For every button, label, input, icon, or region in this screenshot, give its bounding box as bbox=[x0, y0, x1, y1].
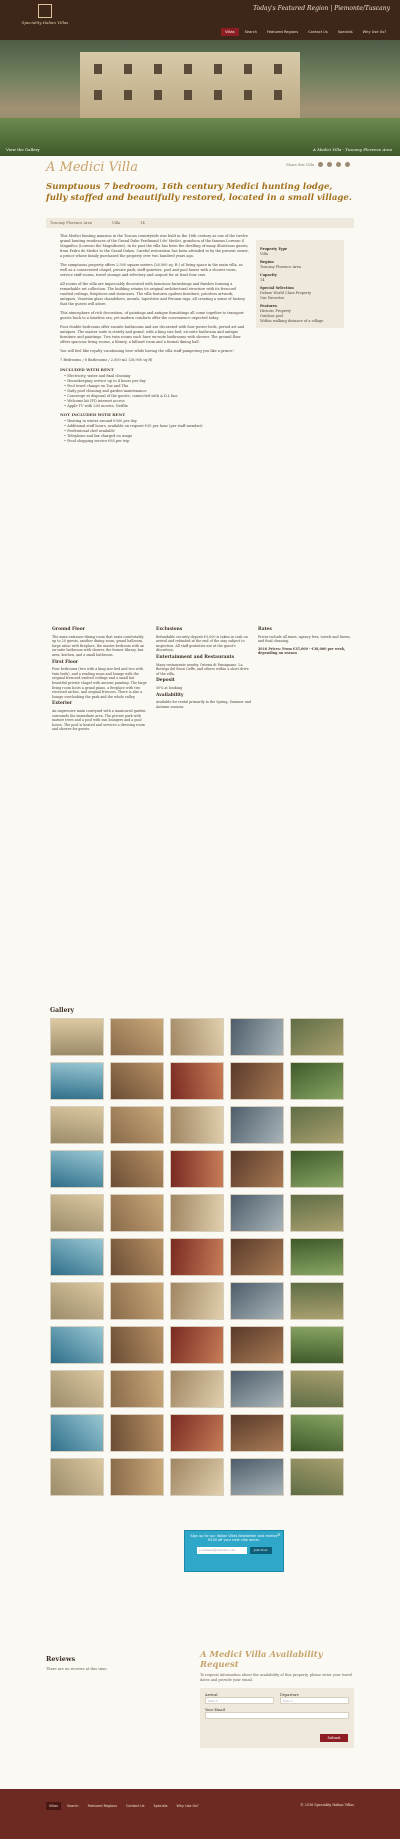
room-summary: 7 Bedrooms / 8 Bathrooms / 2,500 m2 (26,900 sq ft) bbox=[60, 358, 153, 362]
gallery-thumbnail[interactable] bbox=[110, 1106, 164, 1144]
availability-request-desc: To request information about the availability of this property, please enter your travel dates and provide your email. bbox=[200, 1673, 353, 1682]
exterior-title: Exterior bbox=[52, 701, 73, 707]
not-included-title: NOT INCLUDED WITH RENT bbox=[60, 412, 126, 417]
reviews-title: Reviews bbox=[46, 1655, 76, 1663]
list-item: • Concierge at disposal of the guests, connected with A.D.L line bbox=[64, 394, 250, 399]
gallery-thumbnail[interactable] bbox=[290, 1062, 344, 1100]
property-type-label: Property Type bbox=[260, 247, 288, 251]
gallery-thumbnail[interactable] bbox=[290, 1238, 344, 1276]
gallery-thumbnail[interactable] bbox=[50, 1238, 104, 1276]
gallery-thumbnail[interactable] bbox=[230, 1150, 284, 1188]
availability-form bbox=[200, 1688, 354, 1748]
description-paragraph: You will feel like royalty vacationing here while having the villa staff pampering you like a prince! bbox=[60, 349, 234, 353]
gallery-thumbnail[interactable] bbox=[230, 1106, 284, 1144]
rates-text: Prices include all taxes, agency fees, towels and linens, and final cleaning. bbox=[258, 634, 351, 644]
gallery-thumbnail[interactable] bbox=[170, 1238, 224, 1276]
gallery-thumbnail[interactable] bbox=[110, 1062, 164, 1100]
ground-floor-title: Ground Floor bbox=[52, 627, 85, 632]
features-label: Features bbox=[260, 304, 277, 308]
list-item: • Housekeeping service up to 4 hours per day bbox=[64, 379, 250, 384]
popup-form bbox=[188, 1547, 280, 1554]
availability-title: Availability bbox=[156, 692, 184, 698]
list-item: • Electricity, water and final cleaning bbox=[64, 374, 250, 379]
gallery-thumbnail[interactable] bbox=[230, 1238, 284, 1276]
first-floor-title: First Floor bbox=[52, 659, 79, 665]
list-item: • Telephone and fax charged on usage bbox=[64, 434, 250, 439]
villa-subtitle: Sumptuous 7 bedroom, 16th century Medici hunting lodge, fully staffed and beautifully restored, located in a small village. bbox=[46, 182, 352, 203]
villa-description bbox=[60, 234, 250, 444]
gallery-thumbnail[interactable] bbox=[170, 1458, 224, 1496]
nav-search[interactable]: Search bbox=[244, 30, 257, 34]
region-label: Region bbox=[260, 260, 274, 264]
gallery-thumbnail[interactable] bbox=[50, 1018, 104, 1056]
gallery-thumbnail[interactable] bbox=[110, 1282, 164, 1320]
gallery-thumbnail[interactable] bbox=[170, 1106, 224, 1144]
region-value[interactable]: Tuscany Florence Area bbox=[260, 265, 301, 269]
availability-request-section bbox=[200, 1650, 354, 1748]
gallery-thumbnail[interactable] bbox=[290, 1194, 344, 1232]
gallery-thumbnail[interactable] bbox=[110, 1458, 164, 1496]
entertainment-title: Entertainment and Restaurants bbox=[156, 654, 235, 660]
gallery-thumbnail[interactable] bbox=[170, 1326, 224, 1364]
availability-request-title: A Medici Villa Availability Request bbox=[200, 1650, 323, 1670]
exclusions-text: Refundable security deposit €3,000 is taken in cash on arrival and refunded at the end of the stay subject to inspection. All staff gratuities are at the guest's discretion. bbox=[156, 634, 248, 653]
gallery-thumbnail[interactable] bbox=[170, 1150, 224, 1188]
gallery-thumbnail[interactable] bbox=[50, 1106, 104, 1144]
exterior-text: An impressive main courtyard with a manicured garden surrounds the immediate area. The private park with mature trees and a pool with sun loungers and a pool house. The pool is heated and services a dressing room and shower for guests. bbox=[52, 708, 146, 732]
logo-text: Speciality Italian Villas bbox=[21, 20, 69, 25]
gallery-thumbnail[interactable] bbox=[50, 1150, 104, 1188]
first-floor-text: Four bedrooms (two with a king size bed and two with twin beds), and a reading room and lounge with the original frescoed vaulted ceilings and a small but beautiful private chapel with ancient painting. The large living room hosts a grand piano, a fireplace with two recessed niches, and original frescoes. There is also a lounge overlooking the park and the whole valley. bbox=[52, 667, 147, 699]
included-list bbox=[60, 374, 250, 409]
gallery-thumbnail[interactable] bbox=[50, 1282, 104, 1320]
gallery-thumbnail[interactable] bbox=[290, 1326, 344, 1364]
special-selection-item[interactable]: Deluxe World Class Property bbox=[260, 291, 312, 295]
description-paragraph: The sumptuous property offers 2,500 square meters (26,900 sq. ft.) of living space in the main villa, as well as a consecrated chapel, private park, staff quarters, pool and pool house with a shower room, service staff rooms, travel storage and refectory and carport for at least four cars. bbox=[60, 263, 243, 277]
list-item: • Welcome kit (FI) internet access bbox=[64, 399, 250, 404]
gallery-thumbnail[interactable] bbox=[290, 1282, 344, 1320]
availability-text: Available for rental primarily in the Spring, Summer and Autumn seasons. bbox=[156, 700, 252, 709]
gallery-thumbnail[interactable] bbox=[110, 1238, 164, 1276]
list-item: • Heating in winter around €300 per day bbox=[64, 419, 250, 424]
gallery-grid bbox=[50, 1018, 350, 1496]
gallery-thumbnail[interactable] bbox=[170, 1062, 224, 1100]
twitter-icon[interactable] bbox=[318, 162, 323, 167]
villa-meta-bar bbox=[46, 218, 354, 228]
gallery-thumbnail[interactable] bbox=[230, 1326, 284, 1364]
copyright: © 2016 Speciality Italian Villas bbox=[300, 1803, 354, 1807]
gallery-thumbnail[interactable] bbox=[170, 1370, 224, 1408]
extras-column bbox=[156, 625, 252, 712]
gallery-thumbnail[interactable] bbox=[230, 1370, 284, 1408]
deposit-text: 50% at booking bbox=[156, 685, 183, 690]
main-nav bbox=[221, 28, 390, 36]
gallery-thumbnail[interactable] bbox=[50, 1414, 104, 1452]
special-selection-label: Special Selection bbox=[260, 286, 294, 290]
villa-facade bbox=[80, 52, 300, 122]
meta-capacity: 14 bbox=[140, 221, 145, 225]
popup-text: Sign up for our Italian Villas Newsletter and receive €200 off your next villa rental. bbox=[190, 1534, 278, 1543]
meta-type: Villa bbox=[112, 221, 121, 225]
top-bar bbox=[0, 0, 400, 40]
villa-title: A Medici Villa bbox=[46, 160, 138, 175]
nav-villas[interactable]: Villas bbox=[221, 28, 238, 36]
gallery-thumbnail[interactable] bbox=[50, 1194, 104, 1232]
crest-icon bbox=[38, 4, 52, 18]
list-item: • Daily pool cleaning and garden maintenance bbox=[64, 389, 250, 394]
gallery-thumbnail[interactable] bbox=[170, 1414, 224, 1452]
facebook-icon[interactable] bbox=[327, 162, 332, 167]
footer-nav-featured-regions[interactable]: Featured Regions bbox=[87, 1804, 117, 1808]
footer-nav-specials[interactable]: Specials bbox=[153, 1804, 168, 1808]
ground-floor-text: The main entrance-dining room that seats comfortably up to 20 guests, another dining room, grand ballroom, large salon with fireplace, the master-bedroom with an en-suite bathroom with shower, the former library, bar area, kitchen, and a small bathroom. bbox=[52, 634, 145, 657]
gallery-thumbnail[interactable] bbox=[290, 1018, 344, 1056]
departure-label: Departure bbox=[280, 1692, 299, 1697]
gallery-thumbnail[interactable] bbox=[290, 1150, 344, 1188]
description-paragraph: This atmosphere of rich decoration, of paintings and antique furnishings all come together to transport guests back to a timeless era, yet modern comforts offer the convenience expected today. bbox=[60, 311, 244, 320]
share-label: Share this Villa bbox=[286, 162, 314, 167]
exclusions-title: Exclusions bbox=[156, 627, 183, 632]
list-item: • Additional staff hours, available on request €35 per hour (per staff member) bbox=[64, 424, 250, 429]
description-paragraph: All rooms of the villa are impeccably decorated with luxurious furnishings and finishes forming a remarkable art collection. The building retains its original architectural structure with its frescoed vaulted ceilings, fireplaces and staircases. The villa features opulent furniture, priceless artwork, antiques, Venetian glass chandeliers, murals, tapestries and Persian rugs, all creating a sense of history that the guests will adore. bbox=[60, 282, 246, 306]
submit-button[interactable]: Submit bbox=[320, 1734, 348, 1742]
entertainment-text: Many restaurants nearby. Osteria di Passignano, La Bottega del Buon Caffe, and others within a short drive of the villa. bbox=[156, 662, 249, 676]
rates-title: Rates bbox=[258, 627, 272, 632]
footer-nav-search[interactable]: Search bbox=[66, 1804, 79, 1808]
gallery-thumbnail[interactable] bbox=[110, 1150, 164, 1188]
hero-caption: A Medici Villa - Tuscany Florence Area bbox=[313, 147, 392, 152]
gallery-thumbnail[interactable] bbox=[170, 1194, 224, 1232]
nav-specials[interactable]: Specials bbox=[337, 30, 353, 34]
nav-featured-regions[interactable]: Featured Regions bbox=[266, 30, 299, 34]
share-bar bbox=[286, 162, 350, 167]
gallery-thumbnail[interactable] bbox=[230, 1458, 284, 1496]
gallery-thumbnail[interactable] bbox=[230, 1062, 284, 1100]
feature-item[interactable]: Within walking distance of a village bbox=[260, 319, 324, 323]
gallery-thumbnail[interactable] bbox=[170, 1282, 224, 1320]
arrival-date-field[interactable]: Date ▾ bbox=[205, 1697, 274, 1704]
gallery-thumbnail[interactable] bbox=[290, 1414, 344, 1452]
rates-column bbox=[258, 625, 354, 659]
footer-nav-contact-us[interactable]: Contact Us bbox=[126, 1804, 145, 1808]
description-paragraph: This Medici hunting mansion in the Tuscan countryside was built in the 16th century as one of the twelve grand hunting residences of the Grand Duke Ferdinand I de' Medici, grandson of the famous Lorenzo il Magnifico (Lorenzo the Magnificent). In its past the villa has been the dwelling of many illustrious guests, from Pedro de Medici to the Grand Dukes. Careful restoration has been attended to by the present owner, a prince whose family purchased the property over two hundred years ago. bbox=[60, 234, 249, 258]
gallery-thumbnail[interactable] bbox=[50, 1458, 104, 1496]
departure-date-field[interactable]: Date ▾ bbox=[280, 1697, 349, 1704]
capacity-value: 14 bbox=[260, 278, 265, 282]
floor-details-column bbox=[52, 625, 148, 735]
hero-image bbox=[0, 40, 400, 156]
list-item: • Pool towel change on Tue and Thu bbox=[64, 384, 250, 389]
rates-price: 2016 Prices: From €35,000 - €38,000 per week, depending on season bbox=[258, 646, 346, 656]
featured-region-tagline: Today's Featured Region | Piemonte/Tuscany bbox=[253, 5, 390, 12]
not-included-list bbox=[60, 419, 250, 444]
newsletter-popup bbox=[184, 1530, 284, 1572]
footer-nav-villas[interactable]: Villas bbox=[46, 1802, 61, 1810]
list-item: • Apple TV with 200 movies, Netflix bbox=[64, 404, 250, 409]
gallery-thumbnail[interactable] bbox=[110, 1326, 164, 1364]
footer bbox=[0, 1789, 400, 1839]
gallery-thumbnail[interactable] bbox=[230, 1018, 284, 1056]
gallery-title: Gallery bbox=[50, 1007, 75, 1014]
gallery-thumbnail[interactable] bbox=[230, 1414, 284, 1452]
gallery-thumbnail[interactable] bbox=[110, 1370, 164, 1408]
special-selection-item[interactable]: Our Favorites bbox=[260, 296, 285, 300]
arrival-label: Arrival bbox=[205, 1692, 218, 1697]
close-icon[interactable]: × bbox=[276, 1532, 281, 1538]
list-item: • Professional chef available bbox=[64, 429, 250, 434]
description-paragraph: Four double bedrooms offer ensuite bathrooms and are decorated with four-poster beds, period art and antiques. The master suite is stately and grand, with a king size bed, en-suite bathroom and antique furniture and paintings. Two twin rooms each have en-suite bathrooms with shower. The ground floor offers spacious living rooms, a library, a billiard room and a formal dining hall. bbox=[60, 325, 245, 344]
included-title: INCLUDED WITH RENT bbox=[60, 367, 114, 372]
property-info-box bbox=[256, 240, 344, 328]
gallery-thumbnail[interactable] bbox=[290, 1458, 344, 1496]
footer-nav-why-use-us[interactable]: Why Use Us? bbox=[176, 1804, 199, 1808]
gallery-thumbnail[interactable] bbox=[50, 1370, 104, 1408]
nav-why-use-us[interactable]: Why Use Us? bbox=[362, 30, 386, 34]
gallery-thumbnail[interactable] bbox=[290, 1106, 344, 1144]
pinterest-icon[interactable] bbox=[345, 162, 350, 167]
email-field[interactable] bbox=[205, 1712, 349, 1719]
list-item: • Food shopping service €85 per trip bbox=[64, 439, 250, 444]
site-logo[interactable] bbox=[10, 4, 80, 25]
feature-item[interactable]: Historic Property bbox=[260, 309, 291, 313]
deposit-title: Deposit bbox=[156, 678, 175, 684]
gallery-thumbnail[interactable] bbox=[50, 1326, 104, 1364]
gallery-thumbnail[interactable] bbox=[50, 1062, 104, 1100]
email-label: Your Email bbox=[205, 1707, 225, 1712]
gallery-thumbnail[interactable] bbox=[110, 1194, 164, 1232]
gallery-thumbnail[interactable] bbox=[110, 1414, 164, 1452]
feature-item[interactable]: Outdoor pool bbox=[260, 314, 284, 318]
property-type-value: Villa bbox=[260, 252, 268, 256]
reviews-section bbox=[46, 1655, 196, 1671]
nav-contact-us[interactable]: Contact Us bbox=[308, 30, 328, 34]
gallery-thumbnail[interactable] bbox=[110, 1018, 164, 1056]
join-now-button[interactable]: Join Now bbox=[250, 1547, 272, 1554]
newsletter-email-input[interactable]: youremail@domain.com bbox=[197, 1547, 247, 1554]
gallery-thumbnail[interactable] bbox=[290, 1370, 344, 1408]
capacity-label: Capacity bbox=[260, 273, 277, 277]
reviews-empty-text: There are no reviews at this time. bbox=[46, 1667, 108, 1671]
gallery-thumbnail[interactable] bbox=[230, 1282, 284, 1320]
gallery-thumbnail[interactable] bbox=[230, 1194, 284, 1232]
google-plus-icon[interactable] bbox=[336, 162, 341, 167]
view-gallery-link[interactable]: View the Gallery bbox=[6, 147, 40, 152]
meta-region[interactable]: Tuscany Florence Area bbox=[50, 221, 93, 225]
gallery-thumbnail[interactable] bbox=[170, 1018, 224, 1056]
footer-nav bbox=[46, 1802, 202, 1810]
